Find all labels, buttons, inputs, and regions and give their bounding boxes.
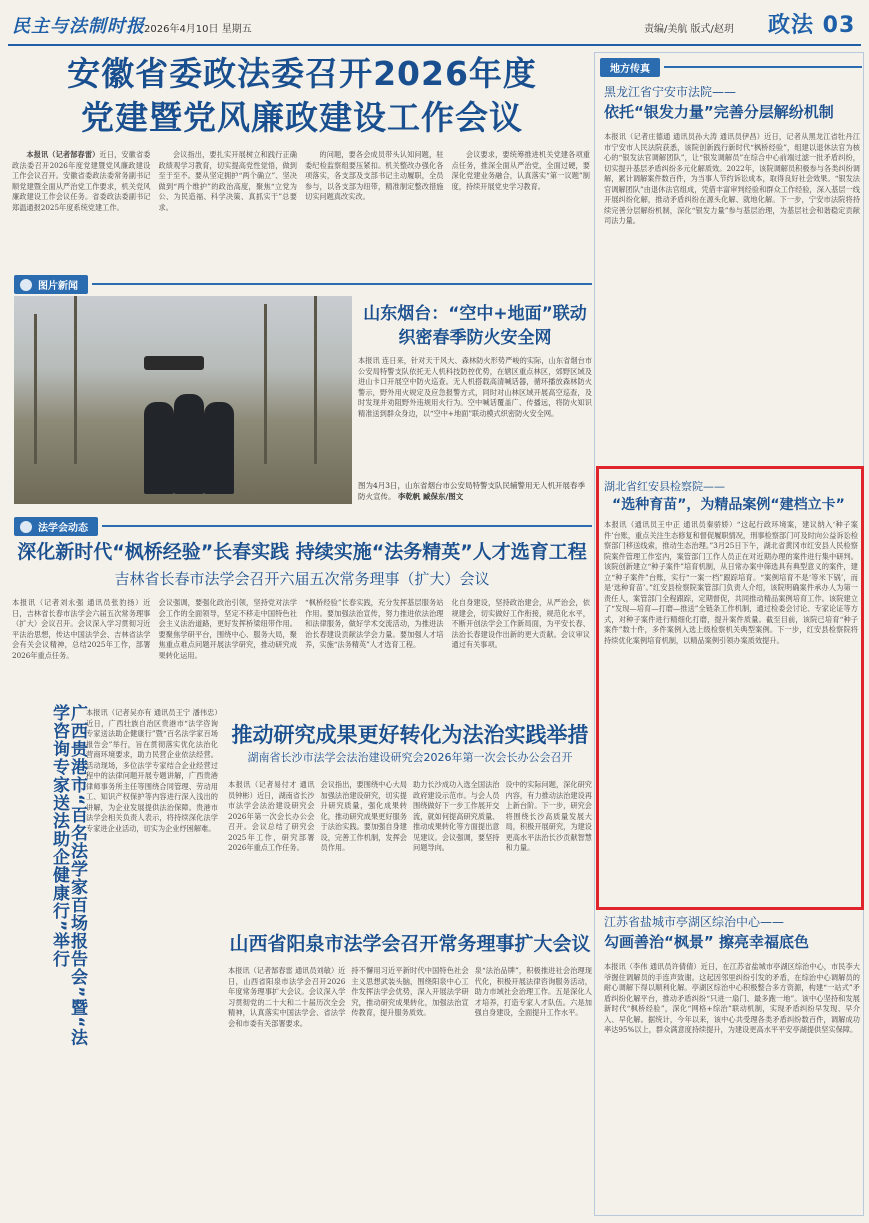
local-dispatch-tag: 地方传真 — [600, 58, 660, 77]
lead-headline — [12, 52, 592, 140]
shanxi-body — [228, 966, 592, 1212]
hunan-paragraph: 会议指出，要围绕中心大局加强法治建设研究，切实提升研究质量，强化成果转化，推动研究成果更好服务于法治实践。要加强自身建设，完善工作机制，发挥会员作用。 — [320, 780, 407, 852]
guangxi-title: 广西贵港市“百名法学家百场报告会”暨“法学咨询专家送法助企健康行”举行 — [49, 704, 87, 1047]
photo-news-bar — [14, 274, 592, 294]
section-divider — [102, 525, 592, 527]
story2-body: 本报讯（通讯员王中正 通讯员秦骄娇）“这起行政环境案，建议纳入‘种子案件’台账，重点关注生态修复和督促履职情况，刑事检察部门可及时向公益诉讼检察部门移送线索，推动生态治理。”3月25日下午，湖北省黄冈市红安县人民检察院案件管理工作室内，案管部门工作人员正在对近期办理的案件进行集中研判。该院创新建立“种子案件”培育机制，从日常办案中筛选具有典型意义的案件，建立“种子案件”台账，实行“一案一档”跟踪培育。“案例培育不是‘等米下锅’，而是‘选种育苗’。”红安县检察院案管部门负责人介绍，该院明确案件承办人为第一责任人，案管部门全程跟踪，定期督促，共同推动精品案例培育工作。该院建立了“发现—培育—打磨—推送”全链条工作机制，通过检委会讨论、专家论证等方式，对种子案件进行精细化打磨，提升案件质量。截至目前，该院已培育“种子案件”数十件，多件案例入选上级检察机关典型案例。下一步，红安县检察院将持续优化案例培育机制，以精品案例引领办案质效提升。 — [604, 520, 858, 645]
hunan-paragraph: 助力长沙成功入选全国法治政府建设示范市。与会人员围绕做好下一步工作展开交流，就如何提高研究质量、推动成果转化等方面提出意见建议。会议强调，要坚持问题导向。 — [413, 780, 500, 852]
news-photo — [14, 296, 352, 504]
newspaper-logo: 民主与法制时报 — [12, 16, 145, 37]
police-officer-figure — [204, 402, 234, 494]
shanxi-paragraph: 本报讯（记者郜春雷 通讯员刘敏）近日，山西省阳泉市法学会召开2026年度常务理事扩大会议。会议深入学习贯彻党的二十大和二十届历次全会精神，认真落实中国法学会、省法学会和市委有关部署要求。 — [228, 966, 346, 1028]
jilin-paragraph: 本报讯（记者刘永强 通讯员张豹扬）近日，吉林省长春市法学会六届五次常务理事（扩大）会议召开。会议深入学习贯彻习近平法治思想，传达中国法学会、吉林省法学会有关会议精神，总结2025年工作，部署2026年重点任务。 — [12, 598, 151, 660]
section-divider — [664, 66, 862, 68]
shandong-title: 山东烟台：“空中+地面”联动 织密春季防火安全网 — [363, 304, 587, 348]
lead-headline-line2: 党建暨党风廉政建设工作会议 — [81, 98, 523, 137]
section-label: 政法 03 — [768, 13, 856, 38]
story2-kicker: 湖北省红安县检察院—— — [604, 480, 725, 493]
jilin-title: 深化新时代“枫桥经验”长春实践 持续实施“法务精英”人才选育工程 — [17, 541, 587, 563]
editors-credit: 责编/美航 版式/赵玥 — [644, 24, 734, 35]
jilin-paragraph: “枫桥经验”长春实践，充分发挥基层服务站作用。要加强法治宣传，努力推进依法治理和法律服务，做好学术交流活动，为推进法治长春建设贡献法学会力量。要加强人才培养，实施“法务精英”人才选育工程。 — [305, 598, 444, 649]
tree-trunk — [34, 314, 37, 464]
photo-caption: 图为4月3日，山东省烟台市公安局特警支队民辅警用无人机开展春季防火宣传。 李乾帆 臧保东/图文 — [358, 481, 586, 501]
lead-byline: 本报讯（记者郜春雷） — [26, 150, 100, 159]
issue-date: 2026年4月10日 星期五 — [144, 24, 252, 35]
shandong-body: 本报讯 连日来，针对天干风大、森林防火形势严峻的实际，山东省烟台市公安局特警支队依托无人机科技防控优势，在辖区重点林区，郊野区域及进山卡口开展空中防火巡查。无人机搭载高清喊话器，循环播放森林防火警示，野外用火规定及应急报警方式，同时对山林区域开展高空巡查，及时发现并劝阻野外违规用火行为。空中喊话覆盖广、传播远，将防火知识精准送到群众身边，以“空中+地面”联动模式织密防火安全网。 — [358, 356, 592, 418]
jilin-paragraph: 化自身建设，坚持政治建会，从严治会，依规建会，切实做好工作衔接，规范化水平，不断开创法学会工作新局面，为平安长春、法治长春建设作出新的更大贡献。会议审议通过有关事项。 — [451, 598, 590, 649]
photo-credit: 李乾帆 臧保东/图文 — [397, 492, 464, 501]
jilin-paragraph: 会议强调，要强化政治引领，坚持党对法学会工作的全面领导，坚定不移走中国特色社会主义法治道路，更好发挥桥梁纽带作用。要聚焦学研平台，围绕中心、服务大局，聚焦重点难点问题开展法学研究，推动研究成果转化运用。 — [158, 598, 297, 660]
hunan-paragraph: 本报讯（记者易付才 通讯员钟彬）近日，湖南省长沙市法学会法治建设研究会2026年第一次会长办公会召开。会议总结了研究会2025年工作，研究部署2026年重点工作任务。 — [228, 780, 315, 852]
law-society-tag: 法学会动态 — [14, 517, 98, 536]
hunan-body — [228, 780, 592, 918]
tree-trunk — [314, 296, 317, 464]
lead-paragraph: 的问题，要各会成员带头认知问题，驻委纪检监察组要压紧扣。机关整改办强化各项落实，各支部及支部书记主动履职，全员参与，以各支部为纽带，精准制定整改措施切实问题真改实改。 — [305, 150, 444, 201]
story1-title: 依托“银发力量”完善分层解纷机制 — [604, 103, 834, 121]
police-officer-figure — [174, 394, 204, 494]
hunan-subtitle: 湖南省长沙市法学会法治建设研究会2026年第一次会长办公会召开 — [247, 751, 573, 764]
lead-paragraph: 本报讯（记者郜春雷）近日，安徽省委政法委召开2026年度党建暨党风廉政建设工作会议召开。安徽省委政法委常务副书记顺党建暨全面从严治党工作要求，机关党风廉政建设工作会议任务。省委政法委副书记郑温通报2025年度系统党建工作。 — [12, 150, 151, 212]
story3-title: 勾画善治“枫景” 擦亮幸福底色 — [604, 933, 809, 951]
photo-news-tag: 图片新闻 — [14, 275, 88, 294]
lead-paragraph: 会议要求，要统筹推进机关党建各项重点任务，推深全面从严治党，全面过硬，要深化党建业务融合，认真落实“第一议题”制度，持续开展党史学习教育。 — [451, 150, 590, 191]
story2-title: “选种育苗”，为精品案例“建档立卡” — [612, 497, 845, 513]
jilin-body — [12, 598, 590, 698]
shanxi-paragraph: 持不懈用习近平新时代中国特色社会主义思想武装头脑，围绕阳泉中心工作发挥法学会优势，深入开展法学研究，推动研究成果转化，加强法治宣传教育，提升服务质效。 — [351, 966, 469, 1017]
lead-body — [12, 150, 590, 270]
shanxi-paragraph: 泉“法治品牌”，积极推进社会治理现代化，积极开展法律咨询服务活动，助力市域社会治理工作。五是深化人才培养，打造专家人才队伍。六是加强自身建设，全面提升工作水平。 — [474, 966, 592, 1017]
tree-trunk — [264, 304, 267, 464]
story1-body: 本报讯（记者庄德通 通讯员孙大涛 通讯员伊昌）近日，记者从黑龙江省牡丹江市宁安市人民法院获悉，该院创新践行新时代“枫桥经验”，组建以退休法官为核心的“银发法官调解团队”，让“银发调解员”在综合中心前端过滤一批矛盾纠纷，切实提升基层矛盾纠纷多元化解质效。2022年，该院调解员积极参与各类纠纷调解，累计调解案件数百件，为当事人节约诉讼成本，取得良好社会效果。“银发法官调解团队”由退休法官组成，凭借丰富审判经验和群众工作经验，深入基层一线开展纠纷化解，推动矛盾纠纷在源头化解、就地化解。下一步，宁安市法院将持续完善分层解纷机制，深化“银发力量”参与基层治理，为基层社会和谐稳定贡献司法力量。 — [604, 132, 860, 225]
drone-icon — [144, 356, 204, 370]
hunan-paragraph: 设中的实际问题，深化研究内容，有力推动法治建设再上新台阶。下一步，研究会将围绕长沙高质量发展大局，积极开展研究，为建设更高水平法治长沙贡献智慧和力量。 — [505, 780, 592, 852]
story1-kicker: 黑龙江省宁安市法院—— — [604, 85, 737, 99]
local-dispatch-bar — [600, 58, 862, 76]
tree-trunk — [74, 296, 77, 464]
guangxi-body: 本报讯（记者吴亦有 通讯员王宁 潘伟忠）近日，广西壮族自治区贵港市“法学咨询专家送法助企健康行”暨“百名法学家百场报告会”举行，旨在贯彻落实优化法治化营商环境要求，助力民营企业依法经营。活动现场，多位法学专家结合企业经营过程中的法律问题开展专题讲解，广西贵港律师事务所主任等围绕合同管理、劳动用工、知识产权保护等内容进行深入浅出的讲解，为企业发展提供法治保障。贵港市法学会相关负责人表示，将持续深化法学专家进企业活动，切实为企业纾困解难。 — [86, 708, 218, 833]
lead-paragraph: 会议指出，要扎实开展树立和践行正确政绩观学习教育，切实提高党性觉悟，做到至于至不。要从坚定拥护“两个确立”、坚决做到“两个维护”的政治高度，聚焦“立党为公、为民造福、科学决策、真抓实干”总要求。 — [158, 150, 297, 212]
story3-body: 本报讯（李伟 通讯员许倩倩）近日，在江苏省盐城市亭湖区综治中心，市民李大爷握住调解员的手连声致谢。这起因邻里纠纷引发的矛盾，在综治中心调解员的耐心调解下得以顺利化解。亭湖区综治中心积极整合多方资源，构建“一站式”矛盾纠纷化解平台，推动矛盾纠纷“只进一扇门、最多跑一地”。该中心坚持和发展新时代“枫桥经验”，深化“网格+综治”联动机制，实现矛盾纠纷早发现、早介入、早化解。据统计，今年以来，该中心共受理各类矛盾纠纷数百件，调解成功率达95%以上，群众满意度持续提升，为建设更高水平平安亭湖提供坚实保障。 — [604, 962, 860, 1034]
masthead — [8, 6, 861, 46]
jilin-subtitle: 吉林省长春市法学会召开六届五次常务理事（扩大）会议 — [114, 570, 490, 588]
story3-kicker: 江苏省盐城市亭湖区综治中心—— — [604, 915, 785, 929]
law-society-bar — [14, 516, 592, 536]
hunan-title: 推动研究成果更好转化为法治实践举措 — [231, 723, 589, 747]
lead-headline-line1: 安徽省委政法委召开2026年度 — [67, 54, 537, 93]
section-divider — [92, 283, 592, 285]
shanxi-title: 山西省阳泉市法学会召开常务理事扩大会议 — [229, 933, 591, 955]
police-officer-figure — [144, 402, 174, 494]
